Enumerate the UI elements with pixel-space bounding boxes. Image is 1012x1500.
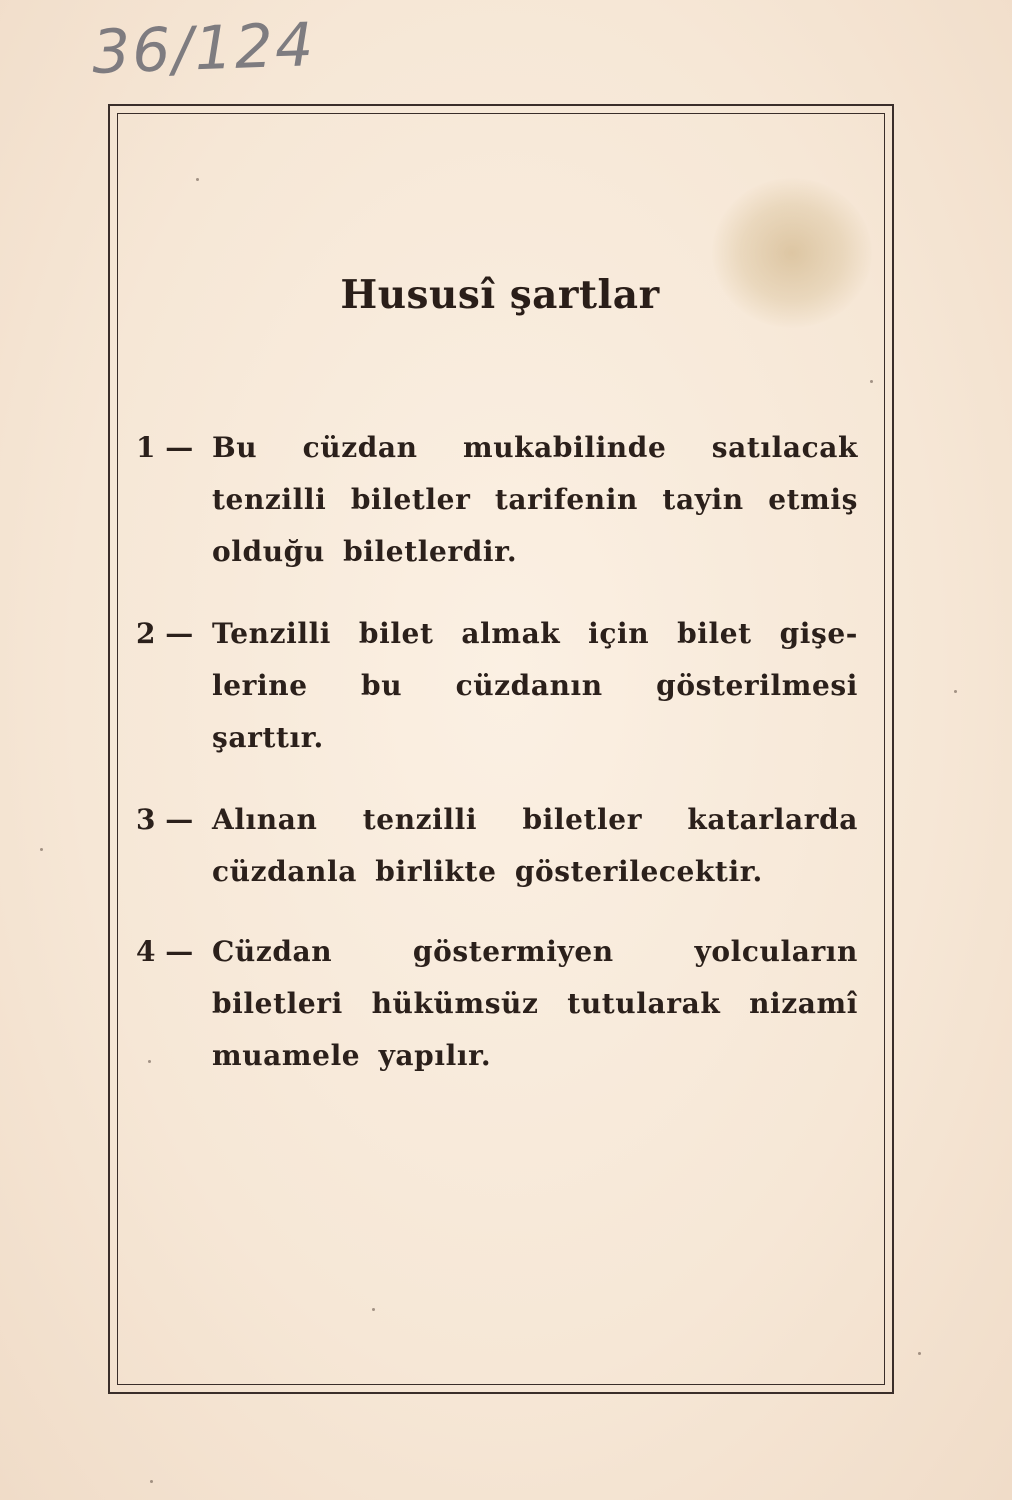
page-title: Hususî şartlar	[340, 272, 660, 318]
item-number: 3 —	[136, 803, 194, 836]
dust-speck	[954, 690, 957, 693]
dust-speck	[148, 1060, 151, 1063]
dust-speck	[150, 1480, 153, 1483]
item-text: Cüzdan göstermiyen yolcuların biletleri hükümsüz tutularak nizamî muamele yapılır.	[212, 935, 858, 1072]
condition-item-4	[136, 926, 858, 1082]
dust-speck	[196, 178, 199, 181]
dust-speck	[870, 380, 873, 383]
dust-speck	[40, 848, 43, 851]
condition-item-2	[136, 608, 858, 764]
item-number: 1 —	[136, 431, 194, 464]
handwritten-note: 36/124	[90, 10, 317, 88]
dust-speck	[372, 1308, 375, 1311]
condition-item-3	[136, 794, 858, 898]
item-text: Alınan tenzilli biletler katarlarda cüzdanla birlikte gösterilecektir.	[212, 803, 858, 888]
item-number: 2 —	[136, 617, 194, 650]
item-number: 4 —	[136, 935, 194, 968]
item-text: Tenzilli bilet almak için bilet gişe-lerine bu cüzdanın gösterilmesi şarttır.	[212, 617, 858, 754]
condition-item-1	[136, 422, 858, 578]
item-text: Bu cüzdan mukabilinde satılacak tenzilli biletler tarifenin tayin etmiş olduğu biletlerdir.	[212, 431, 858, 568]
dust-speck	[918, 1352, 921, 1355]
